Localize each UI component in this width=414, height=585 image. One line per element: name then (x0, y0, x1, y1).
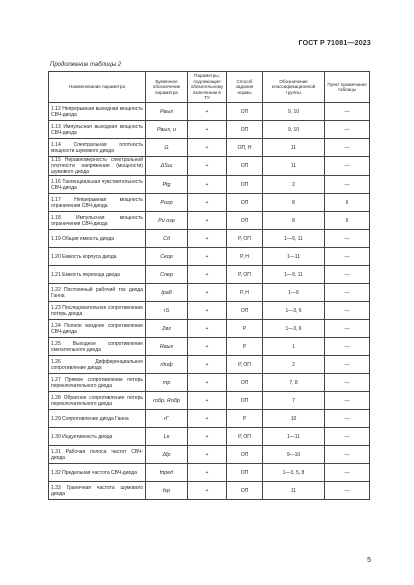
parameter-name-cell: 1.28 Обратное сопротивление потерь переключательного диода (49, 392, 146, 410)
column-header: Пункт примечания таблицы (325, 72, 370, 103)
symbol-cell: Zвх (146, 320, 188, 338)
table-row (49, 157, 370, 176)
class-group-cell: 1—11 (263, 428, 325, 446)
table-row (49, 464, 370, 482)
parameter-name-cell: 1.16 Тангенциальная чувствительность СВЧ-диода (49, 176, 146, 194)
table-row (49, 410, 370, 428)
norm-method-cell: ОП (227, 464, 263, 482)
table-row (49, 212, 370, 230)
table-row (49, 302, 370, 320)
mandatory-flag-cell: + (188, 157, 227, 176)
symbol-cell: Pогр (146, 194, 188, 212)
note-ref-cell: — (325, 410, 370, 428)
symbol-cell: Ptg (146, 176, 188, 194)
note-ref-cell: — (325, 103, 370, 121)
mandatory-flag-cell: + (188, 320, 227, 338)
table-row (49, 374, 370, 392)
norm-method-cell: Р, ОП (227, 428, 263, 446)
parameter-name-cell: 1.15 Неравномерность спектральной плотности напряжения (мощности) шумового диода (49, 157, 146, 176)
column-header: Параметры, подлежащие обязательному включению в ТУ (188, 72, 227, 103)
symbol-cell: fгр (146, 482, 188, 500)
norm-method-cell: ОП (227, 194, 263, 212)
mandatory-flag-cell: + (188, 428, 227, 446)
note-ref-cell: — (325, 248, 370, 266)
symbol-cell: Iраб (146, 284, 188, 302)
class-group-cell: 9, 10 (263, 103, 325, 121)
note-ref-cell: — (325, 157, 370, 176)
table-row (49, 139, 370, 157)
norm-method-cell: Р, ОП (227, 356, 263, 374)
note-ref-cell: 6 (325, 194, 370, 212)
mandatory-flag-cell: + (188, 176, 227, 194)
symbol-cell: Pвых (146, 103, 188, 121)
table-row (49, 103, 370, 121)
class-group-cell: 1—9, 11 (263, 266, 325, 284)
note-ref-cell: 6 (325, 212, 370, 230)
norm-method-cell: Р, ОП (227, 266, 263, 284)
symbol-cell: G (146, 139, 188, 157)
table-row (49, 266, 370, 284)
mandatory-flag-cell: + (188, 410, 227, 428)
note-ref-cell: — (325, 284, 370, 302)
note-ref-cell: — (325, 266, 370, 284)
norm-method-cell: Р, Н (227, 248, 263, 266)
table-row (49, 230, 370, 248)
table-row (49, 284, 370, 302)
mandatory-flag-cell: + (188, 284, 227, 302)
class-group-cell: 9—10 (263, 446, 325, 464)
table-row (49, 338, 370, 356)
class-group-cell: 1—6 (263, 284, 325, 302)
parameter-name-cell: 1.19 Общая емкость диода (49, 230, 146, 248)
note-ref-cell: — (325, 320, 370, 338)
norm-method-cell: ОП (227, 482, 263, 500)
page-number: 5 (367, 557, 371, 564)
parameter-name-cell: 1.14 Спектральная плотность мощности шумового диода (49, 139, 146, 157)
mandatory-flag-cell: + (188, 446, 227, 464)
class-group-cell: 1—11 (263, 248, 325, 266)
parameter-name-cell: 1.30 Индуктивность диода (49, 428, 146, 446)
class-group-cell: 1—3, 5, 8 (263, 464, 325, 482)
note-ref-cell: — (325, 176, 370, 194)
parameter-name-cell: 1.27 Прямое сопротивление потерь переключательного диода (49, 374, 146, 392)
symbol-cell: ΔSш (146, 157, 188, 176)
symbol-cell: rобр, Rобр (146, 392, 188, 410)
parameter-name-cell: 1.12 Непрерывная выходная мощность СВЧ-диода (49, 103, 146, 121)
column-header: Способ задания нормы (227, 72, 263, 103)
column-header: Буквенное обозначение параметра (146, 72, 188, 103)
mandatory-flag-cell: + (188, 139, 227, 157)
norm-method-cell: ОП, Н (227, 139, 263, 157)
symbol-cell: Cд (146, 230, 188, 248)
table-row (49, 428, 370, 446)
mandatory-flag-cell: + (188, 374, 227, 392)
symbol-cell: Rвых (146, 338, 188, 356)
table-body (49, 103, 370, 500)
mandatory-flag-cell: + (188, 356, 227, 374)
parameter-name-cell: 1.32 Предельная частота СВЧ-диода (49, 464, 146, 482)
column-header: Обозначение классификационной группы (263, 72, 325, 103)
mandatory-flag-cell: + (188, 248, 227, 266)
table-continuation-caption: Продолжение таблицы 2 (50, 62, 122, 68)
class-group-cell: 1—9, 11 (263, 230, 325, 248)
parameter-name-cell: 1.24 Полное входное сопротивление СВЧ-диода (49, 320, 146, 338)
table-row (49, 176, 370, 194)
table-header-row (49, 72, 370, 103)
table-row (49, 392, 370, 410)
parameter-name-cell: 1.26 Дифференциальное сопротивление диода (49, 356, 146, 374)
table-row (49, 320, 370, 338)
note-ref-cell: — (325, 464, 370, 482)
parameter-name-cell: 1.22 Постоянный рабочий ток диода Ганна (49, 284, 146, 302)
table-row (49, 482, 370, 500)
class-group-cell: 7, 8 (263, 374, 325, 392)
table-row (49, 194, 370, 212)
symbol-cell: Pвых, и (146, 121, 188, 139)
symbol-cell: Pи огр (146, 212, 188, 230)
table-row (49, 121, 370, 139)
note-ref-cell: — (325, 482, 370, 500)
class-group-cell: 11 (263, 482, 325, 500)
mandatory-flag-cell: + (188, 121, 227, 139)
parameter-name-cell: 1.25 Выходное сопротивление смесительного диода (49, 338, 146, 356)
parameter-name-cell: 1.18 Импульсная мощность ограничения СВЧ-диода (49, 212, 146, 230)
parameter-name-cell: 1.33 Граничная частота шумового диода (49, 482, 146, 500)
parameter-name-cell: 1.31 Рабочая полоса частот СВЧ-диода (49, 446, 146, 464)
table-row (49, 248, 370, 266)
parameters-table (48, 71, 370, 500)
mandatory-flag-cell: + (188, 338, 227, 356)
note-ref-cell: — (325, 428, 370, 446)
parameter-name-cell: 1.13 Импульсная выходная мощность СВЧ-диода (49, 121, 146, 139)
mandatory-flag-cell: + (188, 392, 227, 410)
note-ref-cell: — (325, 139, 370, 157)
class-group-cell: 1—3, 6 (263, 320, 325, 338)
norm-method-cell: Р (227, 338, 263, 356)
mandatory-flag-cell: + (188, 103, 227, 121)
norm-method-cell: ОП (227, 176, 263, 194)
class-group-cell: 1 (263, 338, 325, 356)
symbol-cell: Δfр (146, 446, 188, 464)
parameter-name-cell: 1.23 Последовательное сопротивление потерь диода (49, 302, 146, 320)
mandatory-flag-cell: + (188, 464, 227, 482)
class-group-cell: 2 (263, 356, 325, 374)
norm-method-cell: Р (227, 410, 263, 428)
standard-header: ГОСТ Р 71081—2023 (298, 40, 371, 47)
class-group-cell: 1—3, 6 (263, 302, 325, 320)
mandatory-flag-cell: + (188, 230, 227, 248)
norm-method-cell: ОП (227, 446, 263, 464)
symbol-cell: fпред (146, 464, 188, 482)
table-row (49, 356, 370, 374)
symbol-cell: Cпер (146, 266, 188, 284)
class-group-cell: 8 (263, 194, 325, 212)
note-ref-cell: — (325, 338, 370, 356)
norm-method-cell: Р (227, 320, 263, 338)
class-group-cell: 11 (263, 157, 325, 176)
note-ref-cell: — (325, 392, 370, 410)
mandatory-flag-cell: + (188, 302, 227, 320)
norm-method-cell: ОП (227, 157, 263, 176)
class-group-cell: 9, 10 (263, 121, 325, 139)
column-header: Наименование параметра (49, 72, 146, 103)
parameter-name-cell: 1.20 Емкость корпуса диода (49, 248, 146, 266)
mandatory-flag-cell: + (188, 212, 227, 230)
table-row (49, 446, 370, 464)
norm-method-cell: ОП (227, 392, 263, 410)
note-ref-cell: — (325, 302, 370, 320)
class-group-cell: 11 (263, 139, 325, 157)
symbol-cell: rпр (146, 374, 188, 392)
norm-method-cell: ОП (227, 121, 263, 139)
note-ref-cell: — (325, 356, 370, 374)
mandatory-flag-cell: + (188, 266, 227, 284)
parameter-name-cell: 1.17 Непрерывная мощность ограничения СВЧ-диода (49, 194, 146, 212)
class-group-cell: 2 (263, 176, 325, 194)
parameter-name-cell: 1.29 Сопротивление диода Ганна (49, 410, 146, 428)
norm-method-cell: Р, ОП (227, 230, 263, 248)
symbol-cell: rГ (146, 410, 188, 428)
norm-method-cell: ОП (227, 212, 263, 230)
parameter-name-cell: 1.21 Емкость перехода диода (49, 266, 146, 284)
mandatory-flag-cell: + (188, 194, 227, 212)
class-group-cell: 7 (263, 392, 325, 410)
symbol-cell: rдиф (146, 356, 188, 374)
symbol-cell: Cкор (146, 248, 188, 266)
norm-method-cell: ОП (227, 374, 263, 392)
norm-method-cell: ОП (227, 103, 263, 121)
symbol-cell: rS (146, 302, 188, 320)
class-group-cell: 8 (263, 212, 325, 230)
norm-method-cell: ОП (227, 302, 263, 320)
note-ref-cell: — (325, 121, 370, 139)
note-ref-cell: — (325, 374, 370, 392)
note-ref-cell: — (325, 446, 370, 464)
mandatory-flag-cell: + (188, 482, 227, 500)
symbol-cell: Lк (146, 428, 188, 446)
norm-method-cell: Р, Н (227, 284, 263, 302)
class-group-cell: 10 (263, 410, 325, 428)
note-ref-cell: — (325, 230, 370, 248)
